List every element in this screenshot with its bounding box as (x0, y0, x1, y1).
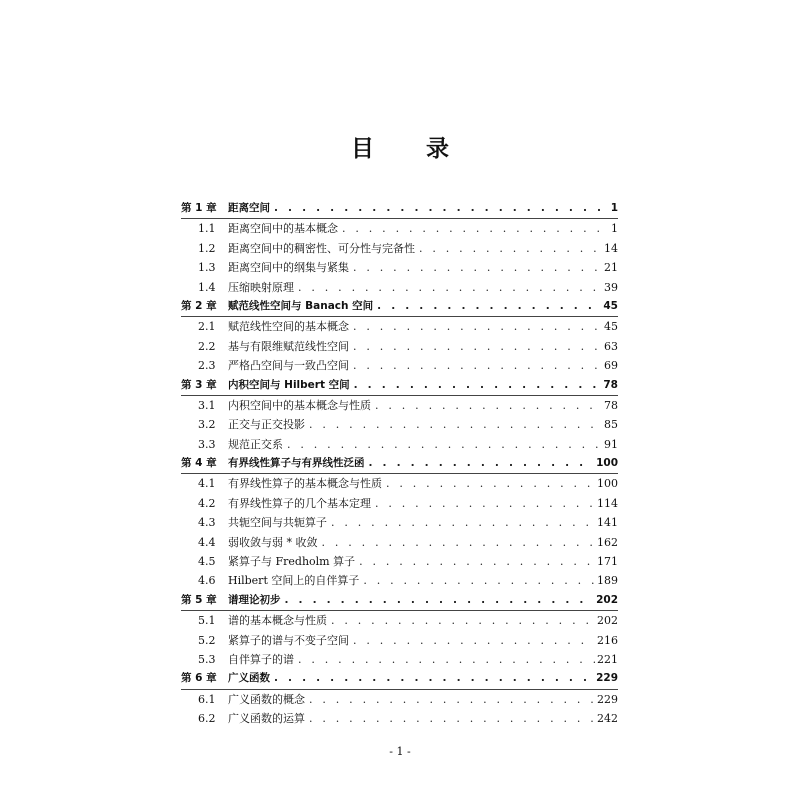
section-title: 规范正交系 (228, 437, 283, 451)
page-ref: 100 (597, 477, 618, 491)
dot-leader (375, 494, 595, 513)
toc-chapter-row (181, 454, 618, 474)
dot-leader (363, 571, 595, 590)
toc-section-row (181, 356, 618, 375)
dot-leader (375, 396, 602, 415)
page-ref: 91 (604, 437, 618, 451)
toc-section-row (181, 435, 618, 454)
dot-leader (331, 611, 595, 630)
section-number: 1.2 (198, 241, 216, 255)
toc-section-row (181, 474, 618, 493)
page-number: - 1 - (389, 745, 411, 758)
toc-chapter-row (181, 669, 618, 689)
section-title: 距离空间中的基本概念 (228, 222, 338, 236)
dot-leader (353, 258, 602, 277)
section-title: 有界线性算子的几个基本定理 (228, 496, 371, 510)
dot-leader (285, 591, 595, 610)
dot-leader (298, 278, 602, 297)
chapter-number: 第 5 章 (181, 593, 217, 606)
section-number: 4.3 (198, 516, 216, 530)
dot-leader (309, 709, 595, 728)
toc-section-row (181, 709, 618, 728)
section-number: 5.1 (198, 614, 216, 628)
page-ref: 171 (597, 555, 618, 569)
page-ref: 229 (596, 672, 618, 685)
toc-section-row (181, 219, 618, 238)
section-number: 2.2 (198, 339, 216, 353)
table-of-contents (181, 199, 618, 729)
toc-section-row (181, 337, 618, 356)
toc-section-row (181, 494, 618, 513)
chapter-title: 距离空间 (228, 202, 270, 214)
section-number: 4.2 (198, 496, 216, 510)
toc-section-row (181, 690, 618, 709)
toc-section-row (181, 415, 618, 434)
chapter-title: 有界线性算子与有界线性泛函 (228, 457, 365, 470)
section-title: 内积空间中的基本概念与性质 (228, 398, 371, 412)
section-number: 4.5 (198, 555, 216, 569)
chapter-number: 第 1 章 (181, 202, 217, 214)
dot-leader (353, 631, 595, 650)
section-number: 1.1 (198, 222, 216, 236)
page-ref: 14 (604, 241, 618, 255)
dot-leader (274, 199, 604, 218)
section-number: 5.2 (198, 633, 216, 647)
dot-leader (287, 435, 602, 454)
page-ref: 100 (596, 457, 618, 470)
section-number: 3.2 (198, 418, 216, 432)
section-title: 谱的基本概念与性质 (228, 614, 327, 628)
page-ref: 162 (597, 535, 618, 549)
page-ref: 1 (611, 222, 618, 236)
dot-leader (298, 650, 595, 669)
page-ref: 21 (604, 261, 618, 275)
dot-leader (386, 474, 595, 493)
section-number: 4.6 (198, 574, 216, 588)
page-ref: 216 (597, 633, 618, 647)
toc-section-row (181, 513, 618, 532)
toc-section-row (181, 317, 618, 336)
dot-leader (359, 552, 595, 571)
chapter-number: 第 3 章 (181, 378, 217, 391)
chapter-number: 第 4 章 (181, 457, 217, 470)
section-number: 3.1 (198, 398, 216, 412)
page-ref: 221 (597, 652, 618, 666)
page-ref: 45 (604, 320, 618, 334)
section-number: 4.4 (198, 535, 216, 549)
section-title: 紧算子的谱与不变子空间 (228, 633, 349, 647)
page-ref: 63 (604, 339, 618, 353)
chapter-number: 第 2 章 (181, 299, 217, 312)
toc-section-row (181, 611, 618, 630)
toc-chapter-row (181, 199, 618, 219)
toc-section-row (181, 396, 618, 415)
page-ref: 78 (603, 378, 618, 391)
section-title: 赋范线性空间的基本概念 (228, 320, 349, 334)
section-title: 广义函数的运算 (228, 712, 305, 726)
dot-leader (369, 454, 595, 473)
toc-section-row (181, 650, 618, 669)
page-ref: 45 (603, 299, 618, 312)
section-number: 5.3 (198, 652, 216, 666)
dot-leader (274, 669, 594, 688)
page-ref: 114 (597, 496, 618, 510)
chapter-title: 赋范线性空间与 Banach 空间 (228, 299, 374, 312)
section-title: 紧算子与 Fredholm 算子 (228, 555, 356, 569)
section-title: 共轭空间与共轭算子 (228, 516, 327, 530)
page-ref: 85 (604, 418, 618, 432)
section-number: 2.3 (198, 359, 216, 373)
page-ref: 39 (604, 280, 618, 294)
dot-leader (322, 533, 596, 552)
toc-section-row (181, 278, 618, 297)
page-ref: 69 (604, 359, 618, 373)
section-number: 1.3 (198, 261, 216, 275)
section-number: 4.1 (198, 477, 216, 491)
section-title: 基与有限维赋范线性空间 (228, 339, 349, 353)
toc-chapter-row (181, 591, 618, 611)
section-title: 有界线性算子的基本概念与性质 (228, 477, 382, 491)
page-ref: 202 (597, 614, 618, 628)
dot-leader (353, 317, 602, 336)
dot-leader (353, 337, 602, 356)
section-title: Hilbert 空间上的自伴算子 (228, 574, 360, 588)
page-ref: 189 (597, 574, 618, 588)
section-title: 广义函数的概念 (228, 692, 305, 706)
dot-leader (331, 513, 595, 532)
page-ref: 1 (610, 202, 618, 214)
section-number: 1.4 (198, 280, 216, 294)
dot-leader (309, 415, 602, 434)
section-number: 2.1 (198, 320, 216, 334)
page-ref: 229 (597, 692, 618, 706)
chapter-title: 广义函数 (228, 672, 270, 685)
page-title: 目 录 (350, 136, 471, 162)
toc-section-row (181, 571, 618, 590)
page-ref: 202 (596, 593, 618, 606)
chapter-title: 内积空间与 Hilbert 空间 (228, 378, 350, 391)
toc-section-row (181, 552, 618, 571)
section-number: 3.3 (198, 437, 216, 451)
section-number: 6.2 (198, 712, 216, 726)
toc-chapter-row (181, 376, 618, 396)
chapter-number: 第 6 章 (181, 672, 217, 685)
section-title: 距离空间中的纲集与紧集 (228, 261, 349, 275)
page-ref: 242 (597, 712, 618, 726)
page-ref: 141 (597, 516, 618, 530)
toc-section-row (181, 631, 618, 650)
section-number: 6.1 (198, 692, 216, 706)
page-ref: 78 (604, 398, 618, 412)
section-title: 严格凸空间与一致凸空间 (228, 359, 349, 373)
toc-section-row (181, 239, 618, 258)
dot-leader (354, 376, 602, 395)
toc-section-row (181, 533, 618, 552)
dot-leader (419, 239, 602, 258)
dot-leader (377, 297, 601, 316)
toc-chapter-row (181, 297, 618, 317)
section-title: 距离空间中的稠密性、可分性与完备性 (228, 241, 415, 255)
section-title: 正交与正交投影 (228, 418, 305, 432)
dot-leader (309, 690, 595, 709)
section-title: 自伴算子的谱 (228, 652, 294, 666)
section-title: 压缩映射原理 (228, 280, 294, 294)
toc-section-row (181, 258, 618, 277)
section-title: 弱收敛与弱 * 收敛 (228, 535, 318, 549)
dot-leader (342, 219, 604, 238)
dot-leader (353, 356, 602, 375)
chapter-title: 谱理论初步 (228, 593, 281, 606)
